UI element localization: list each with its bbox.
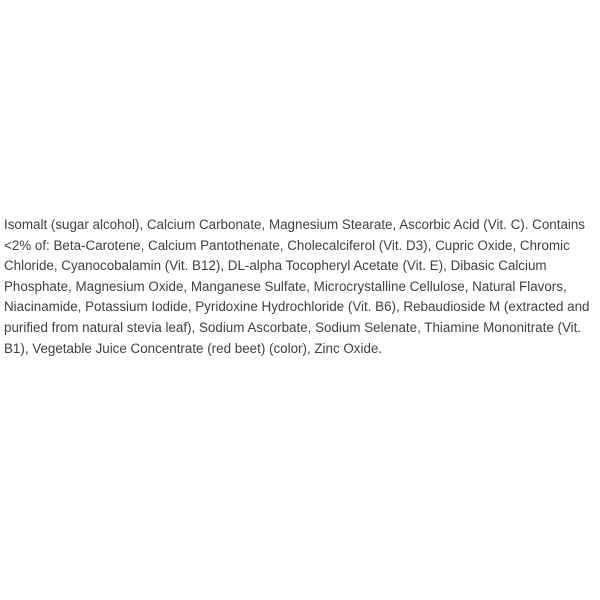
ingredients-text: Isomalt (sugar alcohol), Calcium Carbonate, Magnesium Stearate, Ascorbic Acid (Vit. C). Contains <2% of: Beta-Carotene, Calcium Pantothenate, Cholecalciferol (Vit. D3), Cupric Oxide, Chromic Chloride, Cyanocobalamin (Vit. B12), DL-alpha Tocopheryl Acetate (Vit. E), Dibasic Calcium Phosphate, Magnesium Oxide, Manganese Sulfate, Microcrystalline Cellulose, Natural Flavors, Niacinamide, Potassium Iodide, Pyridoxine Hydrochloride (Vit. B6), Rebaudioside M (extracted and purified from natural stevia leaf), Sodium Ascorbate, Sodium Selenate, Thiamine Mononitrate (Vit. B1), Vegetable Juice Concentrate (red beet) (color), Zinc Oxide. (4, 217, 590, 356)
